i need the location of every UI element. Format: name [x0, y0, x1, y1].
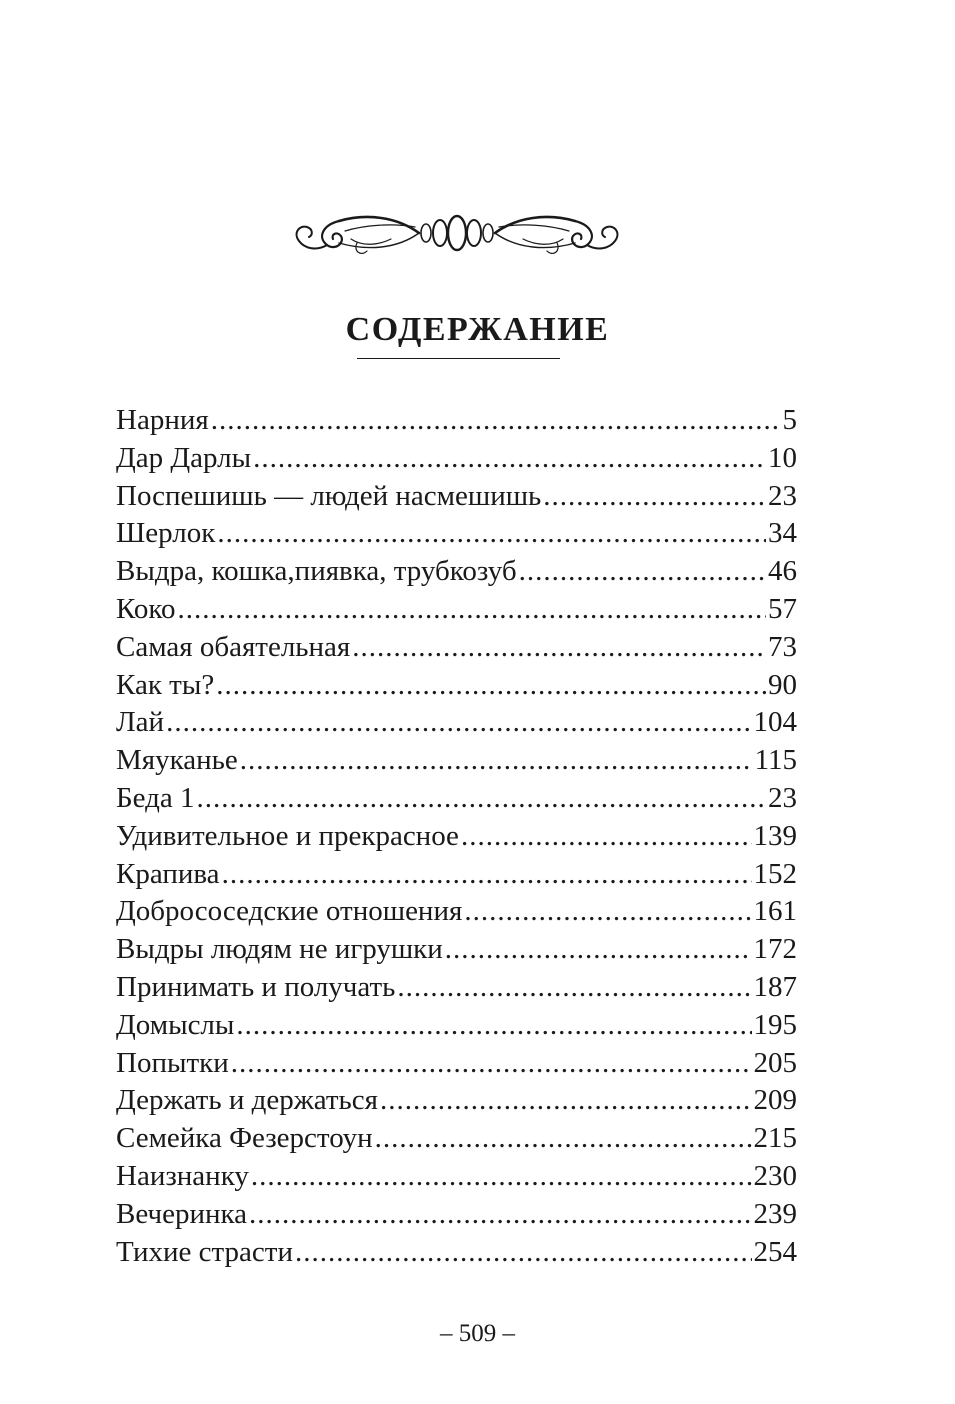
toc-leader-dots: [253, 440, 766, 478]
toc-entry: [116, 553, 797, 591]
toc-entry-page: 57: [768, 592, 797, 625]
toc-entry-title: Дар Дарлы: [116, 441, 252, 474]
toc-entry: [116, 667, 797, 705]
table-of-contents: [116, 402, 797, 1271]
toc-leader-dots: [222, 856, 752, 894]
toc-leader-dots: [236, 1007, 751, 1045]
toc-entry-title: Поспешишь — людей насмешишь: [116, 479, 542, 512]
toc-entry-title: Выдры людям не игрушки: [116, 933, 443, 966]
page-number: – 509 –: [440, 1320, 515, 1347]
toc-entry: [116, 402, 797, 440]
title-underline: [357, 358, 560, 359]
toc-entry: [116, 1158, 797, 1196]
toc-entry: [116, 780, 797, 818]
toc-entry-title: Вечеринка: [116, 1197, 248, 1230]
toc-entry-page: 209: [753, 1084, 797, 1117]
toc-leader-dots: [178, 591, 766, 629]
toc-entry-page: 46: [768, 555, 797, 588]
toc-entry-page: 104: [753, 706, 797, 739]
toc-entry-page: 215: [753, 1122, 797, 1155]
toc-leader-dots: [464, 893, 751, 931]
toc-entry-title: Нарния: [116, 404, 209, 436]
toc-entry-page: 230: [753, 1159, 797, 1192]
toc-leader-dots: [217, 515, 766, 553]
toc-leader-dots: [231, 1045, 752, 1083]
toc-leader-dots: [295, 1234, 752, 1272]
toc-entry-title: Наизнанку: [116, 1159, 249, 1192]
toc-leader-dots: [519, 553, 766, 591]
toc-entry-title: Самая обаятельная: [116, 630, 351, 663]
toc-entry: [116, 1196, 797, 1234]
ornament-flourish-icon: [287, 203, 627, 267]
toc-entry: [116, 591, 797, 629]
toc-entry: [116, 856, 797, 894]
toc-entry: [116, 1082, 797, 1120]
toc-entry: [116, 931, 797, 969]
toc-leader-dots: [445, 931, 752, 969]
toc-entry: [116, 478, 797, 516]
toc-entry-title: Принимать и получать: [116, 970, 396, 1003]
toc-entry: [116, 1234, 797, 1272]
toc-entry: [116, 818, 797, 856]
toc-entry-title: Удивительное и прекрасное: [116, 819, 459, 852]
toc-leader-dots: [197, 780, 766, 818]
toc-entry-page: 34: [768, 517, 797, 550]
toc-leader-dots: [251, 1158, 752, 1196]
toc-entry-title: Беда 1: [116, 781, 195, 814]
toc-entry-title: Как ты?: [116, 668, 215, 701]
toc-entry-page: 254: [753, 1235, 797, 1268]
toc-leader-dots: [216, 667, 766, 705]
toc-entry: [116, 440, 797, 478]
toc-entry-page: 23: [768, 479, 797, 512]
toc-entry-title: Крапива: [116, 857, 220, 890]
toc-entry-title: Держать и держаться: [116, 1084, 378, 1117]
toc-entry-title: Лай: [116, 706, 165, 739]
toc-entry: [116, 742, 797, 780]
toc-leader-dots: [211, 402, 781, 440]
toc-leader-dots: [240, 742, 753, 780]
toc-entry-page: 115: [754, 744, 797, 777]
toc-leader-dots: [380, 1082, 752, 1120]
toc-leader-dots: [166, 704, 751, 742]
toc-entry-page: 90: [768, 668, 797, 701]
toc-entry-title: Тихие страсти: [116, 1235, 293, 1268]
toc-leader-dots: [352, 629, 766, 667]
toc-entry-page: 73: [768, 630, 797, 663]
toc-leader-dots: [461, 818, 752, 856]
toc-entry-page: 10: [768, 441, 797, 474]
toc-entry-page: 239: [753, 1197, 797, 1230]
toc-entry: [116, 969, 797, 1007]
toc-entry-page: 187: [753, 970, 797, 1003]
toc-entry-title: Шерлок: [116, 517, 216, 550]
toc-entry-title: Домыслы: [116, 1008, 235, 1041]
toc-entry: [116, 893, 797, 931]
toc-entry: [116, 704, 797, 742]
toc-entry-page: 161: [753, 895, 797, 928]
toc-leader-dots: [249, 1196, 751, 1234]
toc-entry-title: Семейка Фезерстоун: [116, 1122, 373, 1155]
toc-entry: [116, 629, 797, 667]
toc-leader-dots: [543, 478, 766, 516]
toc-entry: [116, 1120, 797, 1158]
toc-entry-page: 205: [753, 1046, 797, 1079]
toc-leader-dots: [397, 969, 751, 1007]
toc-entry-page: 23: [768, 781, 797, 814]
toc-entry-title: Коко: [116, 592, 176, 625]
toc-entry-page: 195: [753, 1008, 797, 1041]
toc-entry: [116, 1007, 797, 1045]
toc-entry-page: 5: [782, 404, 797, 436]
toc-entry-page: 172: [753, 933, 797, 966]
toc-entry: [116, 1045, 797, 1083]
toc-entry-title: Добрососедские отношения: [116, 895, 463, 928]
toc-entry-page: 152: [753, 857, 797, 890]
toc-entry-page: 139: [753, 819, 797, 852]
toc-entry-title: Попытки: [116, 1046, 229, 1079]
toc-entry: [116, 515, 797, 553]
toc-entry-title: Мяуканье: [116, 744, 238, 777]
toc-entry-title: Выдра, кошка,пиявка, трубкозуб: [116, 555, 517, 588]
toc-leader-dots: [375, 1120, 752, 1158]
page-title: СОДЕРЖАНИЕ: [345, 311, 610, 348]
